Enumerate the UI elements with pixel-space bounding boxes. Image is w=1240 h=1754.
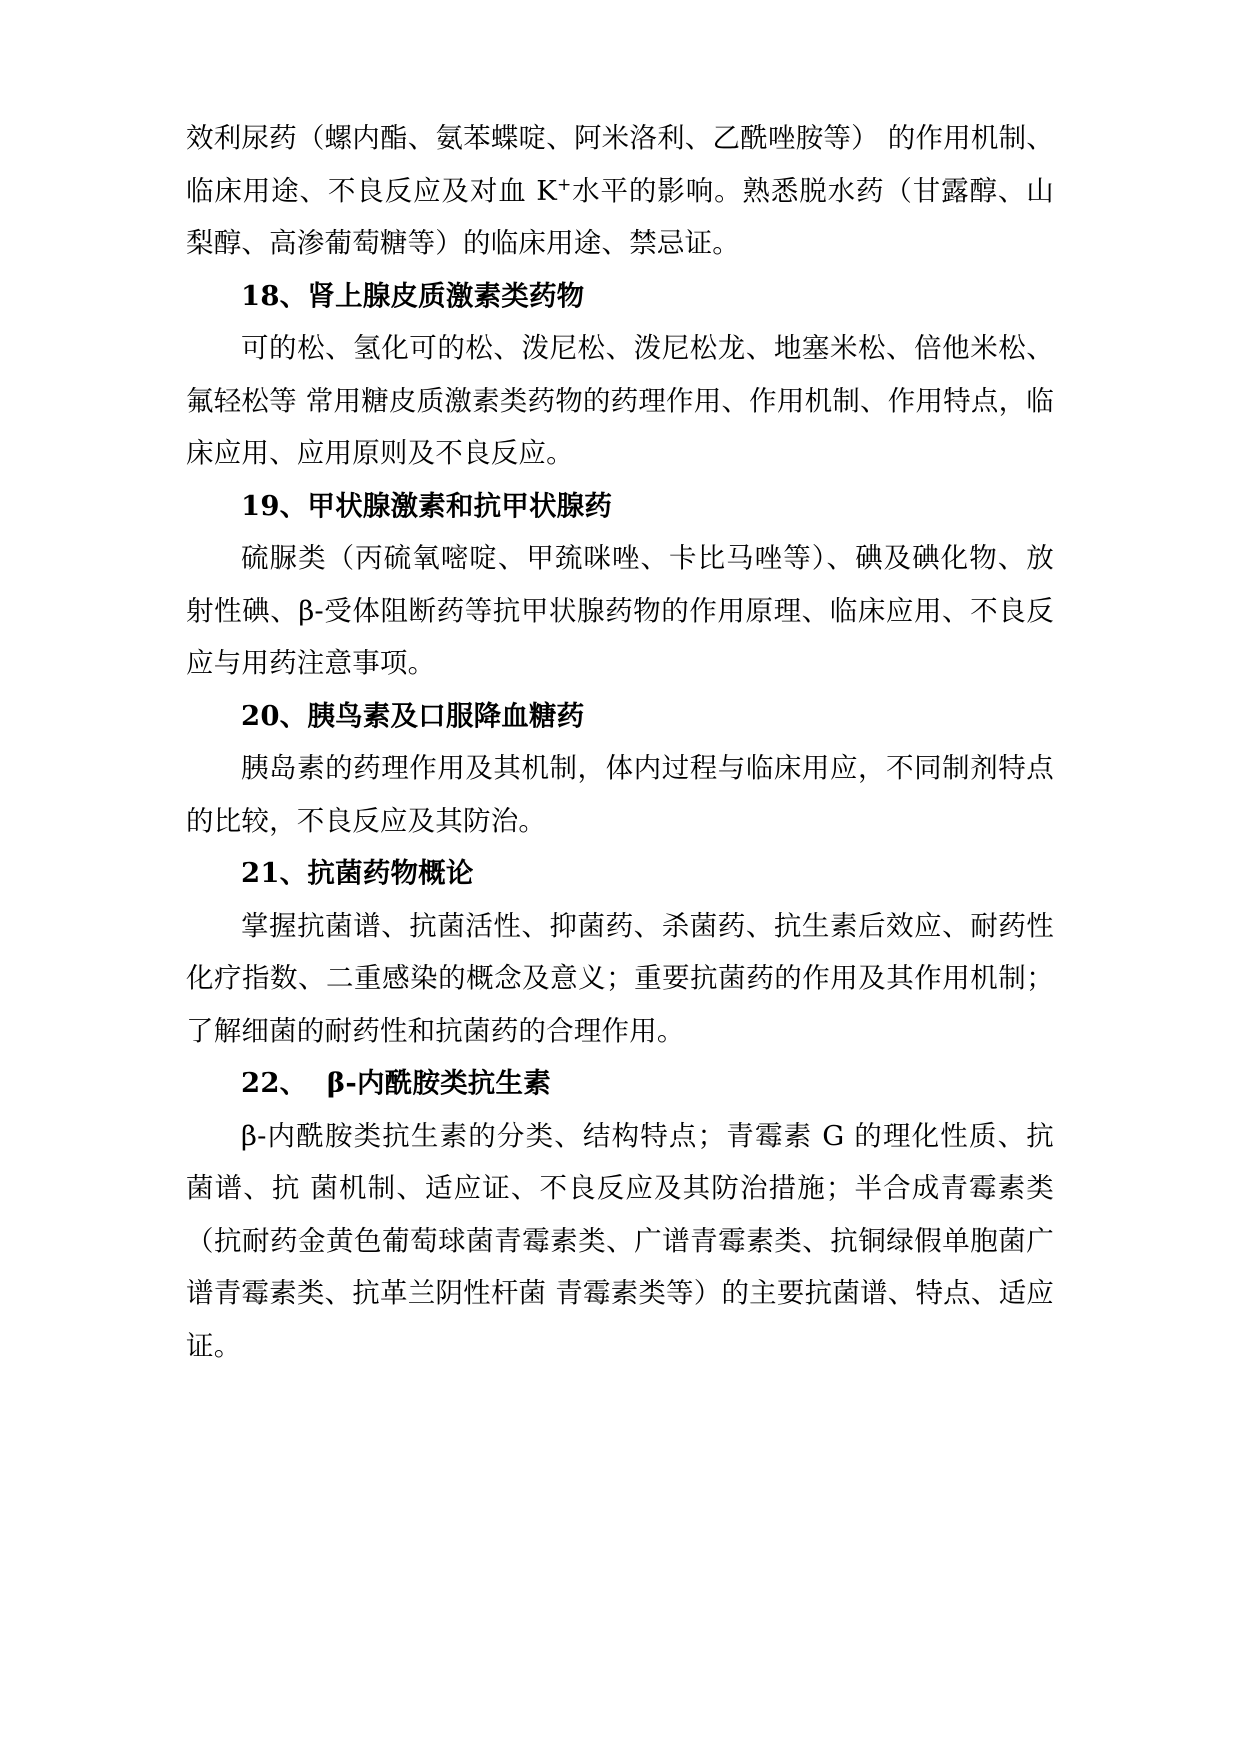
paragraph-22-body: β-内酰胺类抗生素的分类、结构特点；青霉素 G 的理化性质、抗菌谱、抗 菌机制、适应证、不良反应及其防治措施；半合成青霉素类（抗耐药金黄色葡萄球菌青霉素类、广谱青霉素类、抗铜绿假单胞菌广谱青霉素类、抗革兰阴性杆菌 青霉素类等）的主要抗菌谱、特点、适应证。	[186, 1119, 1054, 1362]
paragraph-text-after-superscript: 水平的影响。熟悉脱水药（甘露醇、山梨醇、高渗葡萄糖等）的临床用途、禁忌证。	[186, 174, 1054, 259]
paragraph-20-body: 胰岛素的药理作用及其机制，体内过程与临床用应，不同制剂特点的比较，不良反应及其防治。	[186, 752, 1054, 837]
paragraph-diuretics-continued	[186, 112, 1054, 270]
paragraph-18-body: 可的松、氢化可的松、泼尼松、泼尼松龙、地塞米松、倍他米松、氟轻松等 常用糖皮质激素类药物的药理作用、作用机制、作用特点，临床应用、应用原则及不良反应。	[186, 332, 1054, 469]
paragraph-21-body: 掌握抗菌谱、抗菌活性、抑菌药、杀菌药、抗生素后效应、耐药性化疗指数、二重感染的概念及意义；重要抗菌药的作用及其作用机制；了解细菌的耐药性和抗菌药的合理作用。	[186, 909, 1054, 1047]
heading-22-beta-lactam-antibiotics: 22、 β-内酰胺类抗生素	[241, 1067, 551, 1099]
paragraph-19-body: 硫脲类（丙硫氧嘧啶、甲巯咪唑、卡比马唑等）、碘及碘化物、放射性碘、β-受体阻断药等抗甲状腺药物的作用原理、临床应用、不良反应与用药注意事项。	[186, 542, 1054, 679]
heading-18-corticosteroids: 18、肾上腺皮质激素类药物	[241, 279, 585, 312]
document-text-column	[186, 112, 1054, 1372]
heading-20-insulin-hypoglycemics: 20、胰鸟素及口服降血糖药	[241, 699, 585, 732]
paragraph-text: 效利尿药（螺内酯、氨苯蝶啶、阿米洛利、乙酰唑胺等） 的作用机制、临床用途、不良反应及对血 K	[186, 122, 1054, 207]
heading-19-thyroid-drugs: 19、甲状腺激素和抗甲状腺药	[241, 489, 613, 522]
superscript-plus: +	[556, 174, 572, 195]
heading-21-antibacterial-overview: 21、抗菌药物概论	[241, 857, 474, 889]
